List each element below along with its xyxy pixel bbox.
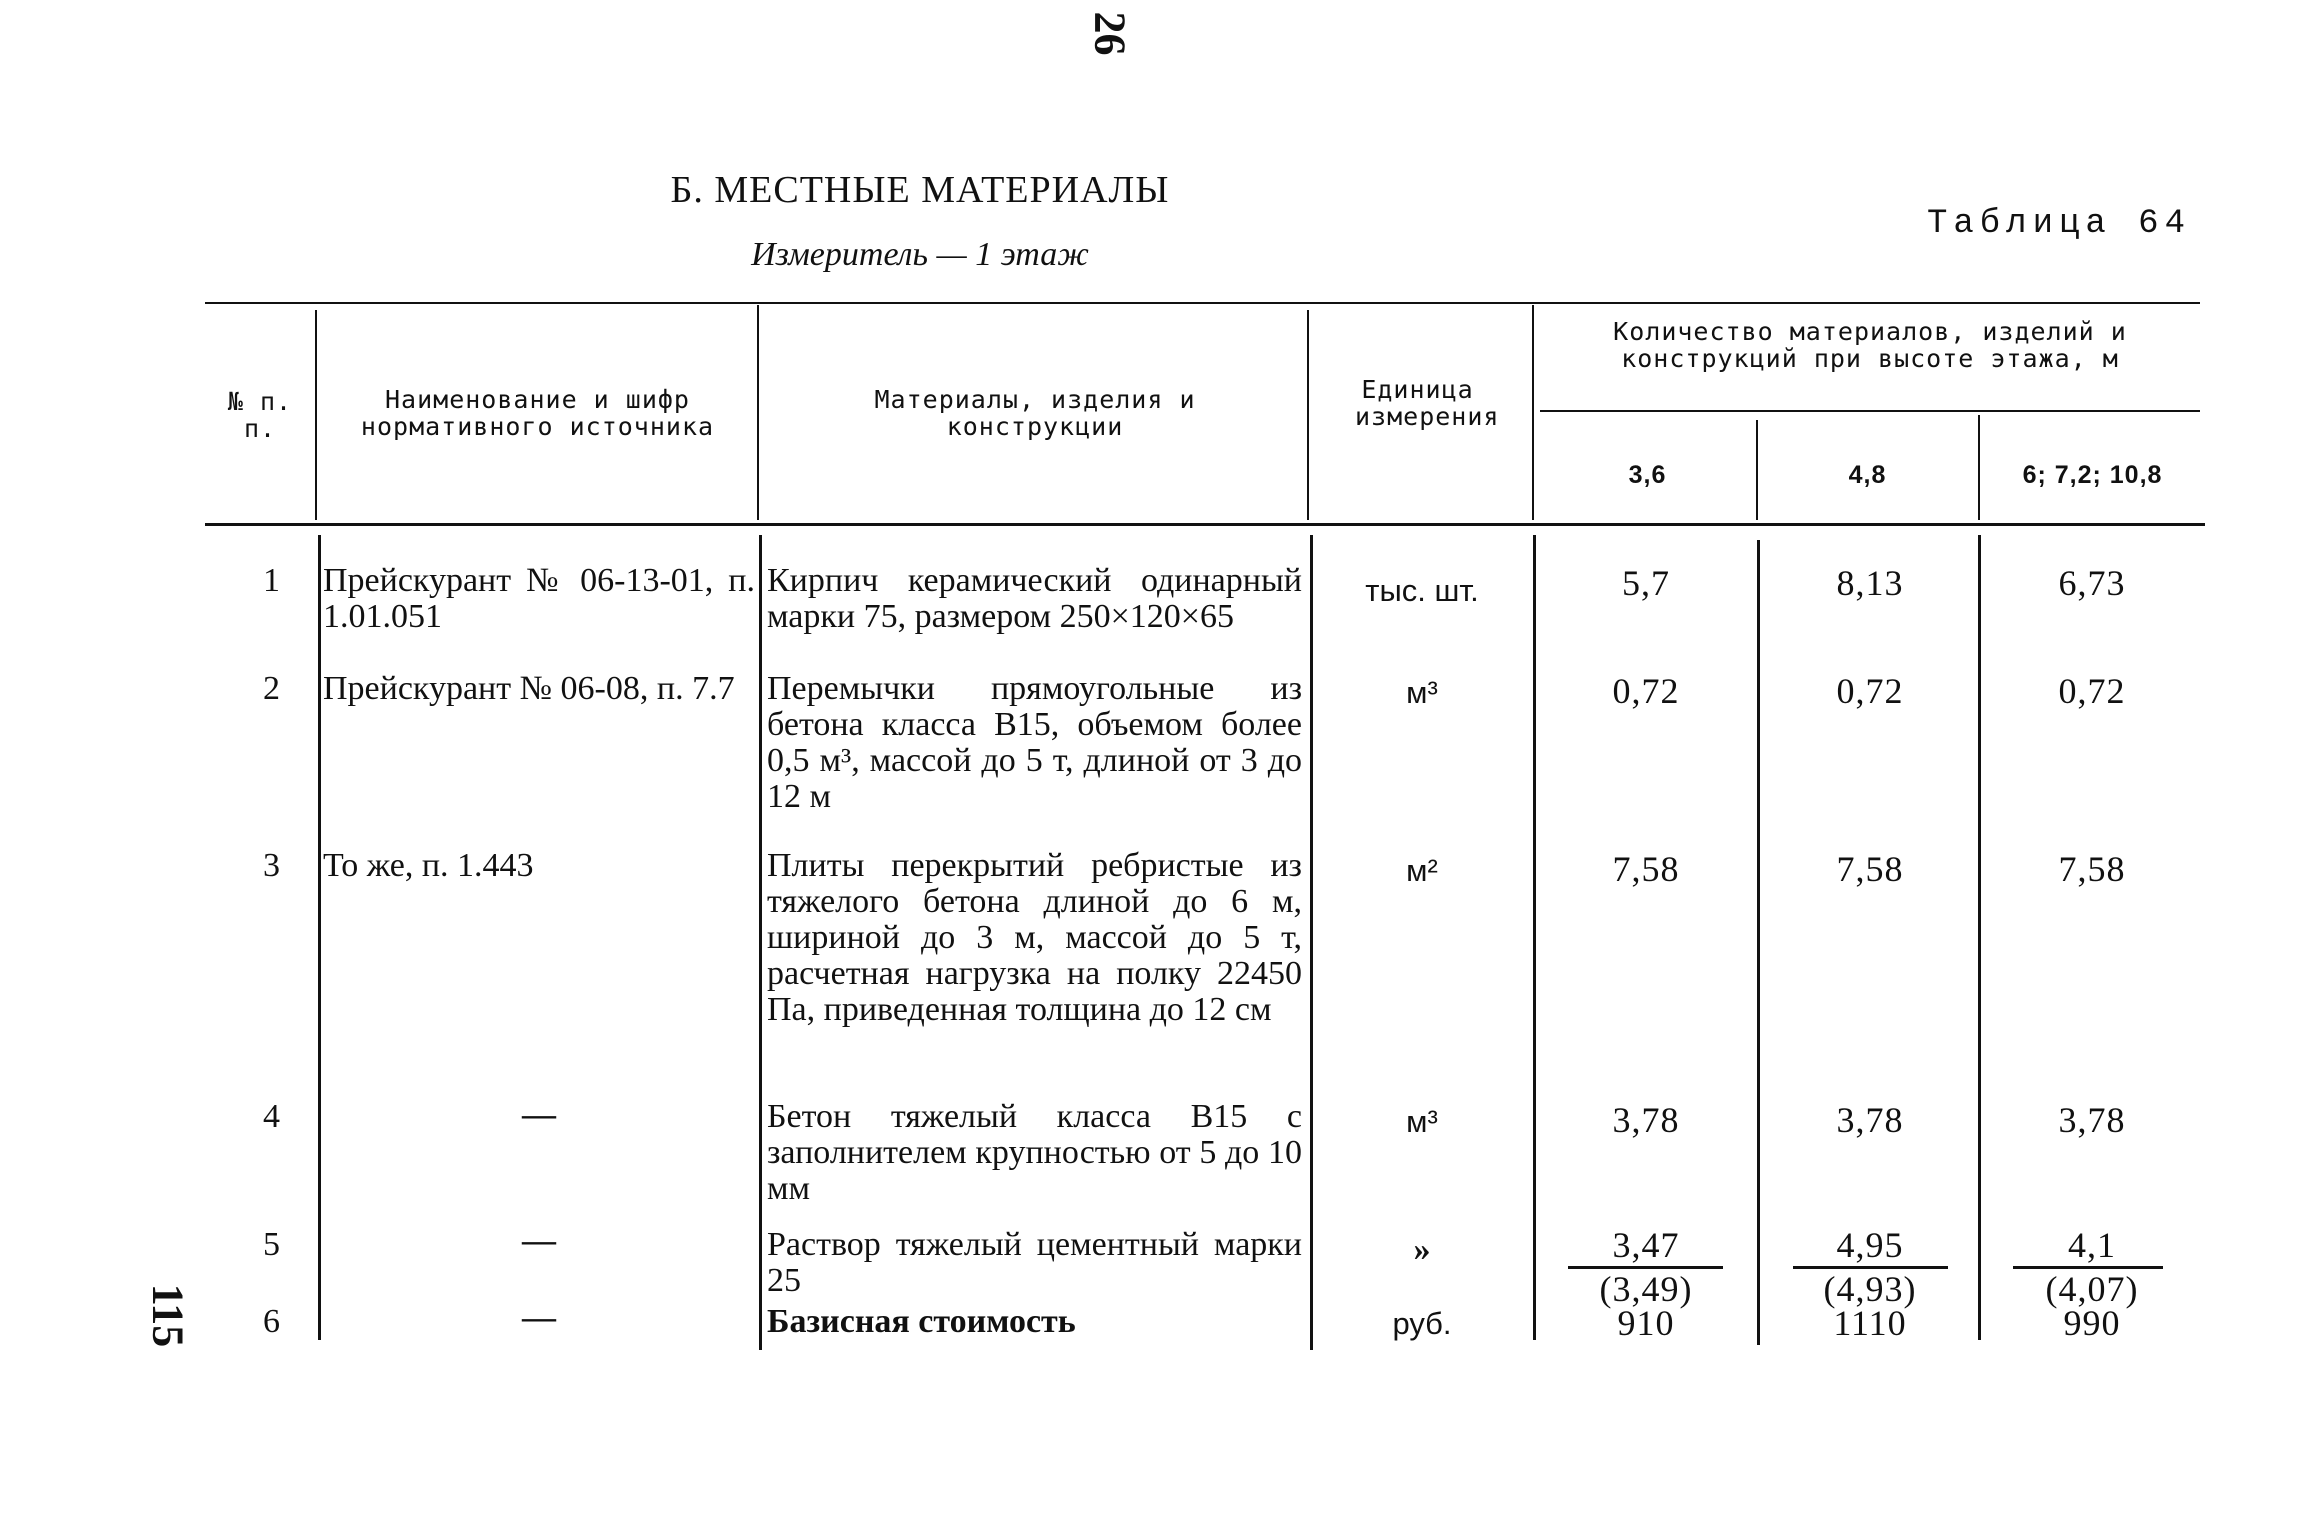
row-number: 2	[263, 670, 280, 707]
row-source: То же, п. 1.443	[323, 847, 534, 884]
row-unit: м³	[1406, 1104, 1438, 1139]
header-height-4-8: 4,8	[1848, 461, 1887, 489]
row-unit: м²	[1406, 853, 1438, 888]
row-value-3-6: 3,47	[1612, 1225, 1680, 1265]
row-source: —	[522, 1096, 556, 1133]
page-number-side: 115	[143, 1283, 193, 1348]
row-value-6-10-8: 3,78	[2058, 1100, 2126, 1140]
row-value-alt-6-10-8: (4,07)	[2045, 1269, 2139, 1309]
row-unit: руб.	[1392, 1306, 1452, 1341]
row-number: 1	[263, 562, 280, 599]
header-source: Наименование и шифр нормативного источника	[360, 385, 715, 441]
row-value-6-10-8: 6,73	[2058, 563, 2126, 603]
row-material: Базисная стоимость	[767, 1303, 1076, 1340]
row-value-6-10-8: 990	[2063, 1303, 2121, 1343]
row-material: Бетон тяжелый класса В15 с заполнителем крупностью от 5 до 10 мм	[767, 1098, 1302, 1207]
row-unit: тыс. шт.	[1365, 573, 1479, 608]
row-value-6-10-8: 0,72	[2058, 671, 2126, 711]
row-value-4-8: 1110	[1833, 1303, 1907, 1343]
row-value-3-6: 5,7	[1622, 563, 1670, 603]
row-value-6-10-8: 7,58	[2058, 849, 2126, 889]
header-quantity-group: Количество материалов, изделий и конструкций при высоте этажа, м	[1613, 317, 2127, 373]
row-number: 3	[263, 847, 280, 884]
row-value-6-10-8: 4,1	[2068, 1225, 2116, 1265]
row-unit: »	[1413, 1231, 1431, 1268]
header-no: № п. п.	[227, 387, 293, 443]
row-material: Перемычки прямоугольные из бетона класса В15, объемом более 0,5 м³, массой до 5 т, длиной от 3 до 12 м	[767, 670, 1302, 815]
header-height-3-6: 3,6	[1628, 461, 1667, 489]
row-number: 4	[263, 1098, 280, 1135]
row-material: Раствор тяжелый цементный марки 25	[767, 1226, 1302, 1299]
row-source: —	[522, 1299, 556, 1336]
section-title: Б. МЕСТНЫЕ МАТЕРИАЛЫ	[670, 169, 1170, 211]
row-number: 6	[263, 1303, 280, 1340]
row-value-4-8: 3,78	[1836, 1100, 1904, 1140]
row-source: Прейскурант № 06-08, п. 7.7	[323, 670, 735, 707]
row-value-3-6: 7,58	[1612, 849, 1680, 889]
header-materials: Материалы, изделия и конструкции	[874, 385, 1196, 441]
row-material: Кирпич керамический одинарный марки 75, размером 250×120×65	[767, 562, 1302, 635]
page-number-top: 26	[1085, 11, 1135, 56]
row-value-alt-4-8: (4,93)	[1823, 1269, 1917, 1309]
row-value-alt-3-6: (3,49)	[1599, 1269, 1693, 1309]
row-value-4-8: 8,13	[1836, 563, 1904, 603]
row-value-3-6: 3,78	[1612, 1100, 1680, 1140]
table-label: Таблица 64	[1926, 205, 2191, 243]
row-value-4-8: 7,58	[1836, 849, 1904, 889]
row-material: Плиты перекрытий ребристые из тяжелого бетона длиной до 6 м, шириной до 3 м, массой до 5 т, расчетная нагрузка на полку 22450 Па, приведенная толщина до 12 см	[767, 847, 1302, 1028]
row-value-4-8: 4,95	[1836, 1225, 1904, 1265]
row-value-3-6: 910	[1617, 1303, 1675, 1343]
header-height-6-7-2-10-8: 6; 7,2; 10,8	[2022, 461, 2163, 489]
row-source: —	[522, 1222, 556, 1259]
row-unit: м³	[1406, 675, 1438, 710]
header-unit: Единица измерения	[1355, 375, 1500, 431]
row-source: Прейскурант № 06-13-01, п. 1.01.051	[323, 562, 755, 635]
row-value-4-8: 0,72	[1836, 671, 1904, 711]
row-value-3-6: 0,72	[1612, 671, 1680, 711]
measure-caption: Измеритель — 1 этаж	[751, 236, 1089, 273]
row-number: 5	[263, 1226, 280, 1263]
